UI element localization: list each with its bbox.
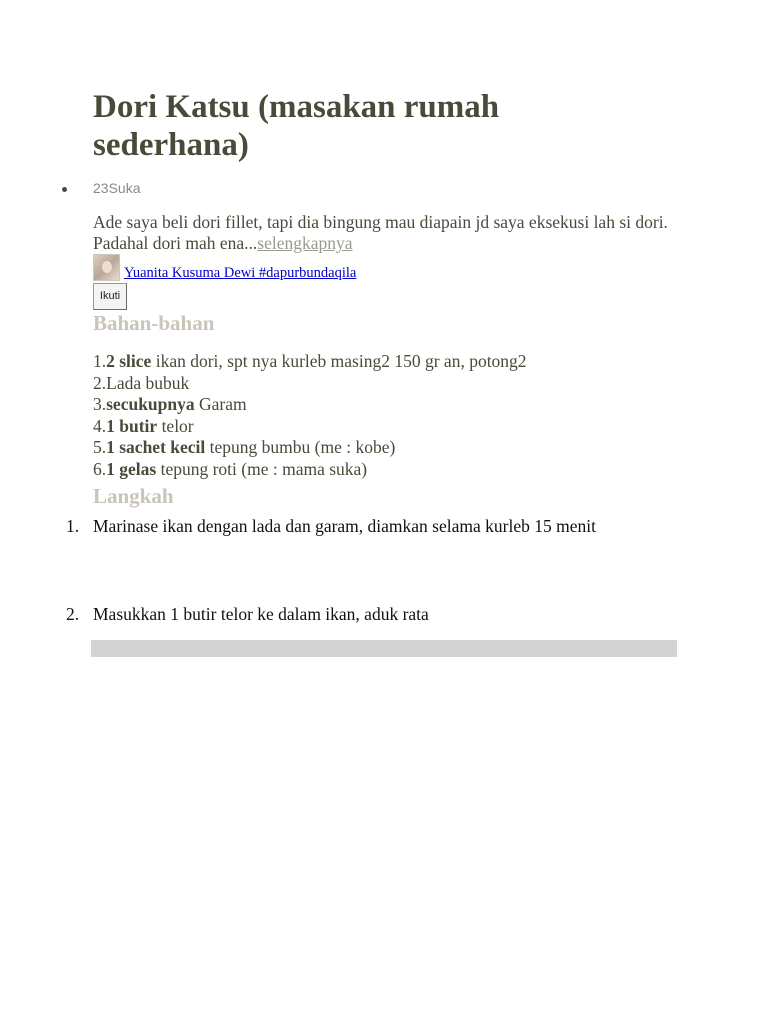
ingredient-item: [93, 373, 527, 395]
ingredient-number: 2.: [93, 372, 107, 393]
ingredient-quantity: 1 sachet kecil: [106, 437, 206, 457]
step-text: Masukkan 1 butir telor ke dalam ikan, aduk rata: [93, 604, 429, 624]
step-text: Marinase ikan dengan lada dan garam, diamkan selama kurleb 15 menit: [93, 516, 596, 536]
ingredients-heading: Bahan-bahan: [93, 311, 215, 335]
ingredient-number: 4.: [93, 415, 107, 436]
bullet-icon: [62, 187, 67, 192]
step-number: 2.: [66, 604, 80, 624]
ingredient-item: [93, 394, 527, 416]
ingredient-quantity: 1 butir: [106, 415, 158, 436]
ingredient-text: Garam: [194, 394, 247, 414]
author-avatar[interactable]: [93, 254, 120, 281]
ingredient-quantity: secukupnya: [106, 394, 195, 414]
ingredient-quantity: 1 gelas: [106, 458, 157, 479]
step-number: 1.: [66, 516, 80, 536]
ingredient-number: 5.: [93, 437, 107, 457]
content-placeholder-bar: [91, 640, 677, 657]
description-text: Ade saya beli dori fillet, tapi dia bingung mau diapain jd saya eksekusi lah si dori. Padahal dori mah ena...: [93, 212, 668, 253]
author-link[interactable]: Yuanita Kusuma Dewi #dapurbundaqila: [124, 265, 357, 281]
ingredient-number: 6.: [93, 458, 107, 479]
ingredient-item: [93, 437, 527, 459]
follow-button[interactable]: Ikuti: [93, 283, 127, 310]
ingredient-text: tepung roti (me : mama suka): [156, 458, 368, 479]
recipe-description: [93, 212, 683, 254]
ingredient-text: ikan dori, spt nya kurleb masing2 150 gr an, potong2: [151, 351, 527, 371]
ingredient-text: Lada bubuk: [106, 372, 190, 393]
ingredient-text: telor: [157, 415, 194, 436]
likes-count[interactable]: 23Suka: [93, 180, 141, 196]
recipe-title: Dori Katsu (masakan rumah sederhana): [93, 89, 500, 163]
read-more-link[interactable]: selengkapnya: [257, 233, 353, 253]
ingredient-number: 3.: [93, 394, 107, 414]
avatar-face: [102, 261, 112, 273]
ingredient-text: tepung bumbu (me : kobe): [205, 437, 396, 457]
ingredient-item: [93, 459, 527, 481]
ingredient-item: [93, 351, 527, 373]
ingredient-item: [93, 416, 527, 438]
ingredients-list: [93, 351, 527, 480]
steps-heading: Langkah: [93, 484, 174, 508]
step-item: [66, 516, 596, 537]
step-item: [66, 604, 429, 625]
ingredient-quantity: 2 slice: [106, 351, 152, 371]
ingredient-number: 1.: [93, 351, 107, 371]
